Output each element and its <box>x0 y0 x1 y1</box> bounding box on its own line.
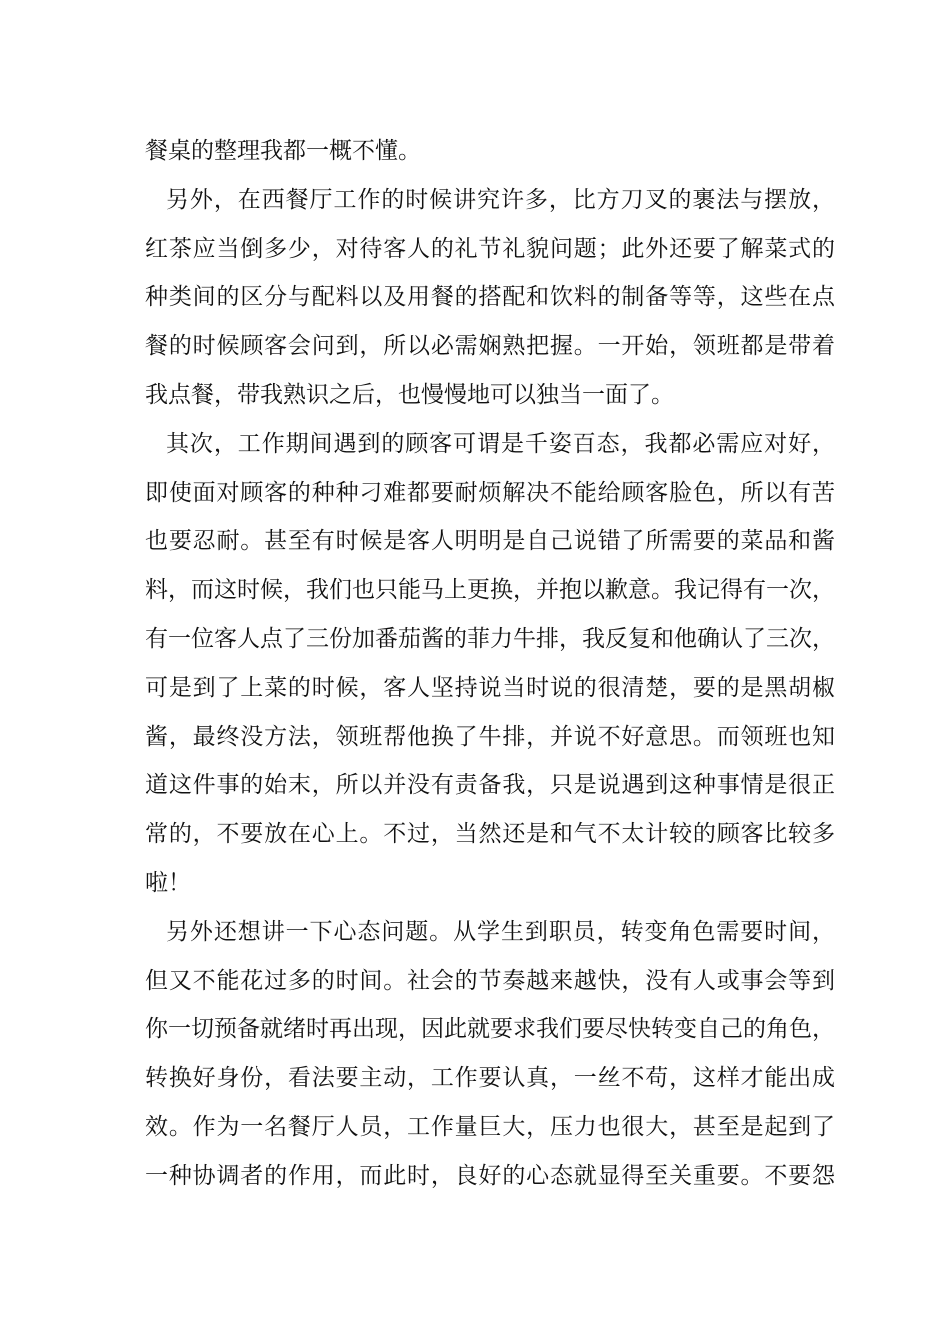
text-line: 但又不能花过多的时间。社会的节奏越来越快，没有人或事会等到 <box>145 967 835 994</box>
text-line: 我点餐，带我熟识之后，也慢慢地可以独当一面了。 <box>145 381 674 408</box>
text-line: 料，而这时候，我们也只能马上更换，并抱以歉意。我记得有一次， <box>145 577 835 604</box>
text-line: 道这件事的始末，所以并没有责备我，只是说遇到这种事情是很正 <box>145 772 835 799</box>
text-line: 可是到了上菜的时候，客人坚持说当时说的很清楚，要的是黑胡椒 <box>145 674 835 701</box>
text-line: 红茶应当倒多少，对待客人的礼节礼貌问题；此外还要了解菜式的 <box>145 235 835 262</box>
text-line: 常的，不要放在心上。不过，当然还是和气不太计较的顾客比较多 <box>145 821 835 848</box>
text-line: 有一位客人点了三份加番茄酱的菲力牛排，我反复和他确认了三次， <box>145 625 835 652</box>
text-line: 也要忍耐。甚至有时候是客人明明是自己说错了所需要的菜品和酱 <box>145 528 835 555</box>
text-line: 啦！ <box>145 869 191 896</box>
text-line: 你一切预备就绪时再出现，因此就要求我们要尽快转变自己的角色， <box>145 1016 835 1043</box>
paragraph-first-line: 其次，工作期间遇到的顾客可谓是千姿百态，我都必需应对好， <box>166 430 835 457</box>
paragraph-first-line: 另外，在西餐厅工作的时候讲究许多，比方刀叉的裹法与摆放， <box>166 186 835 213</box>
body-text <box>145 127 835 1201</box>
text-line: 转换好身份，看法要主动，工作要认真，一丝不苟，这样才能出成 <box>145 1065 835 1092</box>
text-line: 即使面对顾客的种种刁难都要耐烦解决不能给顾客脸色，所以有苦 <box>145 479 835 506</box>
text-line: 种类间的区分与配料以及用餐的搭配和饮料的制备等等，这些在点 <box>145 284 835 311</box>
text-line: 一种协调者的作用，而此时，良好的心态就显得至关重要。不要怨 <box>145 1162 835 1189</box>
text-line: 效。作为一名餐厅人员，工作量巨大，压力也很大，甚至是起到了 <box>145 1113 835 1140</box>
text-line: 酱，最终没方法，领班帮他换了牛排，并说不好意思。而领班也知 <box>145 723 835 750</box>
text-line: 餐的时候顾客会问到，所以必需娴熟把握。一开始，领班都是带着 <box>145 333 835 360</box>
paragraph-first-line: 另外还想讲一下心态问题。从学生到职员，转变角色需要时间， <box>166 918 835 945</box>
text-line: 餐桌的整理我都一概不懂。 <box>145 138 421 164</box>
